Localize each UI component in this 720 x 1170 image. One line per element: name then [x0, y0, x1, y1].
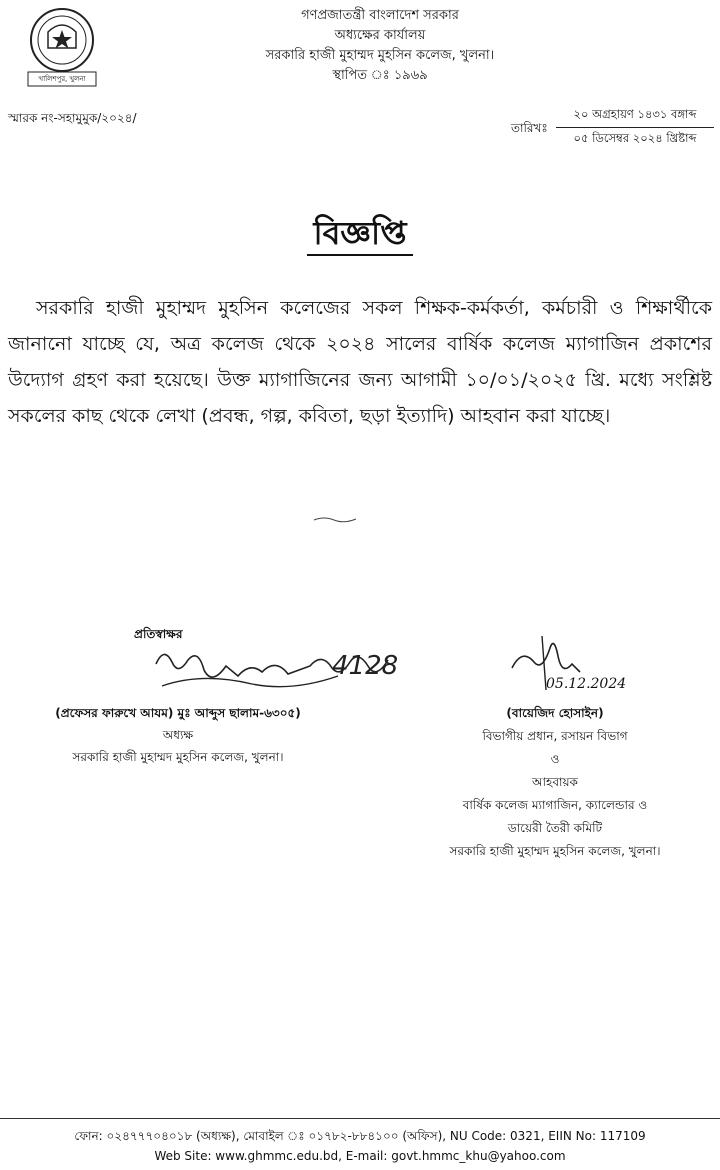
footer-divider	[0, 1118, 720, 1119]
countersign-label: প্রতিস্বাক্ষর	[134, 627, 183, 641]
logo-caption: খালিশপুর, খুলনা	[38, 75, 86, 83]
footer-web: Web Site: www.ghmmc.edu.bd, E-mail: govt.hmmc_khu@yahoo.com	[154, 1149, 566, 1163]
principal-name-overlay: মুঃ আব্দুস ছালাম-৬৩০৫)	[177, 706, 301, 720]
letterhead	[160, 6, 600, 86]
convener-and: ও	[550, 752, 560, 766]
office-line: অধ্যক্ষের কার্যালয়	[334, 28, 426, 43]
principal-name: (প্রফেসর ফারুখে আযম) মুঃ আব্দুস ছালাম-৬৩০৫)	[55, 706, 301, 720]
svg-text:4128: 4128	[332, 651, 399, 681]
convener-signature-block	[390, 702, 720, 863]
date-label: তারিখঃ	[511, 121, 548, 135]
notice-title-text: বিজ্ঞপ্তি	[307, 214, 412, 256]
date-block	[556, 106, 714, 149]
established-line: স্থাপিত ঃ ১৯৬৯	[332, 68, 428, 83]
convener-name: (বায়েজিদ হোসাইন)	[506, 706, 604, 720]
convener-role: আহবায়ক	[532, 775, 578, 789]
principal-signature	[142, 636, 402, 706]
notice-body: সরকারি হাজী মুহাম্মদ মুহসিন কলেজের সকল শিক্ষক-কর্মকর্তা, কর্মচারী ও শিক্ষার্থীকে জানানো যাচ্ছে যে, অত্র কলেজ থেকে ২০২৪ সালের বার্ষিক কলেজ ম্যাগাজিন প্রকাশের উদ্যোগ গ্রহণ করা হয়েছে। উক্ত ম্যাগাজিনের জন্য আগামী ১০/০১/২০২৫ খ্রি. মধ্যে সংশ্লিষ্ট সকলের কাছ থেকে লেখা (প্রবন্ধ, গল্প, কবিতা, ছড়া ইত্যাদি) আহবান করা যাচ্ছে।	[8, 297, 712, 427]
convener-sign-date: 05.12.2024	[546, 676, 627, 692]
principal-designation: অধ্যক্ষ	[162, 728, 194, 742]
ink-mark	[312, 512, 362, 526]
principal-signature-block	[8, 702, 348, 768]
college-seal-logo	[26, 4, 98, 88]
footer-contact: ফোন: ০২৪৭৭৭০৪০১৮ (অধ্যক্ষ), মোবাইল ঃ ০১৭৮২-৮৮৪১০০ (অফিস), NU Code: 0321, EIIN No: 117109	[74, 1129, 646, 1143]
convener-designation: বিভাগীয় প্রধান, রসায়ন বিভাগ	[482, 729, 628, 743]
college-name-line: সরকারি হাজী মুহাম্মদ মুহসিন কলেজ, খুলনা।	[265, 48, 495, 63]
date-bangla: ২০ অগ্রহায়ণ ১৪৩১ বঙ্গাব্দ	[556, 106, 714, 128]
committee-line-1: বার্ষিক কলেজ ম্যাগাজিন, ক্যালেন্ডার ও	[462, 798, 648, 812]
govt-line: গণপ্রজাতন্ত্রী বাংলাদেশ সরকার	[301, 8, 459, 23]
principal-institution: সরকারি হাজী মুহাম্মদ মুহসিন কলেজ, খুলনা।	[72, 750, 284, 764]
notice-title	[0, 208, 720, 262]
memo-number: স্মারক নং-সহামুমুক/২০২৪/	[8, 111, 137, 125]
committee-line-2: ডায়েরী তৈরী কমিটি	[507, 821, 603, 835]
date-gregorian: ০৫ ডিসেম্বর ২০২৪ খ্রিষ্টাব্দ	[573, 131, 697, 145]
convener-institution: সরকারি হাজী মুহাম্মদ মুহসিন কলেজ, খুলনা।	[449, 844, 661, 858]
footer	[0, 1126, 720, 1166]
